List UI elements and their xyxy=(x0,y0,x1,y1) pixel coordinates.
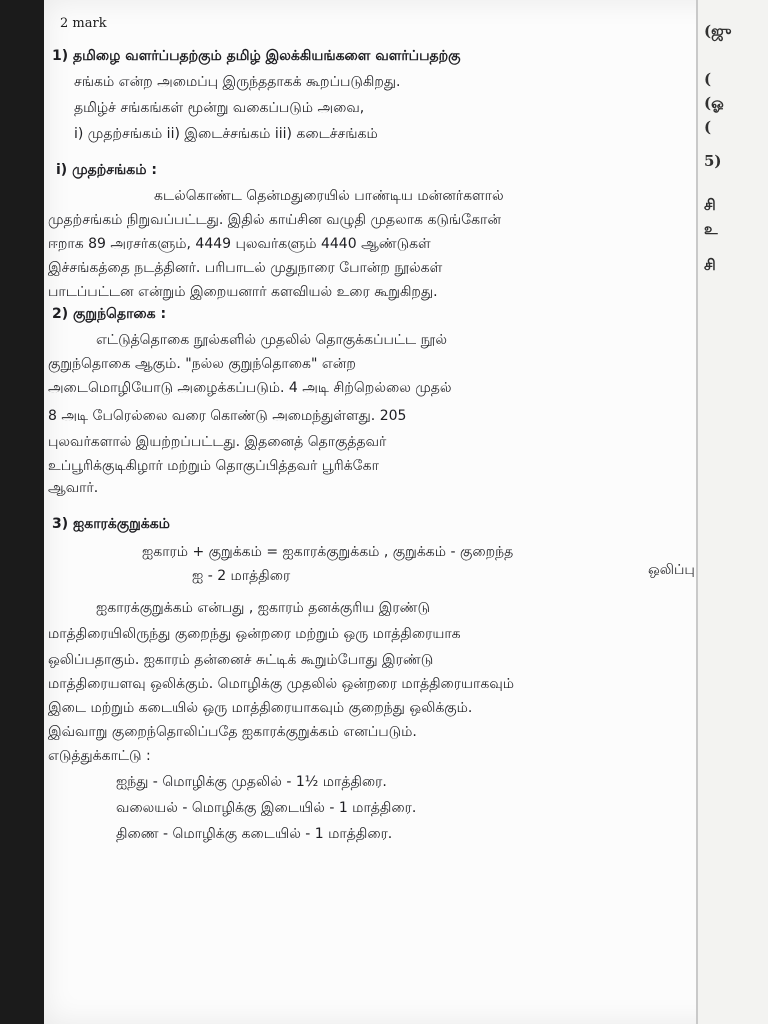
first-sangam-line-5: பாடப்பட்டன என்றும் இறையனார் களவியல் உரை கூறுகிறது. xyxy=(48,284,438,300)
margin-fragment: ( xyxy=(704,70,712,88)
q3-example-heading: எடுத்துக்காட்டு : xyxy=(48,748,151,764)
q2-line-2: குறுந்தொகை ஆகும். "நல்ல குறுந்தொகை" என்ற xyxy=(48,356,356,372)
notebook-page xyxy=(44,0,732,1024)
q3-heading: 3) ஐகாரக்குறுக்கம் xyxy=(52,516,170,532)
q3-line-5: இடை மற்றும் கடையில் ஒரு மாத்திரையாகவும் குறைந்து ஒலிக்கும். xyxy=(48,700,473,716)
q3-example-3: திணை - மொழிக்கு கடையில் - 1 மாத்திரை. xyxy=(116,826,393,842)
q3-line-4: மாத்திரையளவு ஒலிக்கும். மொழிக்கு முதலில் ஒன்றரை மாத்திரையாகவும் xyxy=(48,676,514,692)
q2-line-5: புலவர்களால் இயற்றப்பட்டது. இதனைத் தொகுத்தவர் xyxy=(48,434,387,450)
first-sangam-line-3: ஈறாக 89 அரசர்களும், 4449 புலவர்களும் 4440 ஆண்டுகள் xyxy=(48,236,431,252)
next-page-margin xyxy=(696,0,768,1024)
q2-heading: 2) குறுந்தொகை : xyxy=(52,306,167,322)
margin-fragment: உ xyxy=(704,220,718,238)
q3-line-2: மாத்திரையிலிருந்து குறைந்து ஒன்றரை மற்றும் ஒரு மாத்திரையாக xyxy=(48,626,461,642)
q3-example-2: வலையல் - மொழிக்கு இடையில் - 1 மாத்திரை. xyxy=(116,800,417,816)
margin-fragment: ( xyxy=(704,118,712,136)
q1-line-4: i) முதற்சங்கம் ii) இடைச்சங்கம் iii) கடைச்சங்கம் xyxy=(74,126,378,142)
q3-example-1: ஐந்து - மொழிக்கு முதலில் - 1½ மாத்திரை. xyxy=(116,774,387,790)
margin-fragment: (ஜு xyxy=(704,22,732,40)
q3-formula-line-2: ஐ - 2 மாத்திரை xyxy=(192,568,291,584)
corner-note: 2 mark xyxy=(60,16,107,31)
q3-formula-line-1: ஐகாரம் + குறுக்கம் = ஐகாரக்குறுக்கம் , குறுக்கம் - குறைந்த xyxy=(142,544,514,560)
margin-fragment: சி xyxy=(704,196,716,214)
q3-line-3: ஒலிப்பதாகும். ஐகாரம் தன்னைச் சுட்டிக் கூறும்போது இரண்டு xyxy=(48,652,434,668)
first-sangam-line-1: கடல்கொண்ட தென்மதுரையில் பாண்டிய மன்னர்களால் xyxy=(154,188,504,204)
q2-line-4: 8 அடி பேரெல்லை வரை கொண்டு அமைந்துள்ளது. 205 xyxy=(48,408,407,424)
q2-line-7: ஆவார். xyxy=(48,480,99,496)
q1-line-2: சங்கம் என்ற அமைப்பு இருந்ததாகக் கூறப்படுகிறது. xyxy=(74,74,401,90)
first-sangam-line-2: முதற்சங்கம் நிறுவப்பட்டது. இதில் காய்சின வழுதி முதலாக கடுங்கோன் xyxy=(48,212,501,228)
q3-formula-line-1-tail: ஒலிப்பு xyxy=(648,562,695,578)
q1-line-3: தமிழ்ச் சங்கங்கள் மூன்று வகைப்படும் அவை, xyxy=(74,100,365,116)
q3-line-1: ஐகாரக்குறுக்கம் என்பது , ஐகாரம் தனக்குரிய இரண்டு xyxy=(96,600,430,616)
q2-line-6: உப்பூரிக்குடிகிழார் மற்றும் தொகுப்பித்தவர் பூரிக்கோ xyxy=(48,458,379,474)
q3-line-6: இவ்வாறு குறைந்தொலிப்பதே ஐகாரக்குறுக்கம் எனப்படும். xyxy=(48,724,417,740)
margin-fragment: சி xyxy=(704,256,716,274)
margin-fragment: 5) xyxy=(704,152,722,170)
margin-fragment: (ஓ xyxy=(704,94,724,112)
first-sangam-line-4: இச்சங்கத்தை நடத்தினர். பரிபாடல் முதுநாரை போன்ற நூல்கள் xyxy=(48,260,443,276)
q2-line-1: எட்டுத்தொகை நூல்களில் முதலில் தொகுக்கப்பட்ட நூல் xyxy=(96,332,447,348)
q1-line-1: 1) தமிழை வளர்ப்பதற்கும் தமிழ் இலக்கியங்களை வளர்ப்பதற்கு xyxy=(52,48,461,64)
first-sangam-heading: i) முதற்சங்கம் : xyxy=(56,162,157,178)
q2-line-3: அடைமொழியோடு அழைக்கப்படும். 4 அடி சிற்றெல்லை முதல் xyxy=(48,380,452,396)
